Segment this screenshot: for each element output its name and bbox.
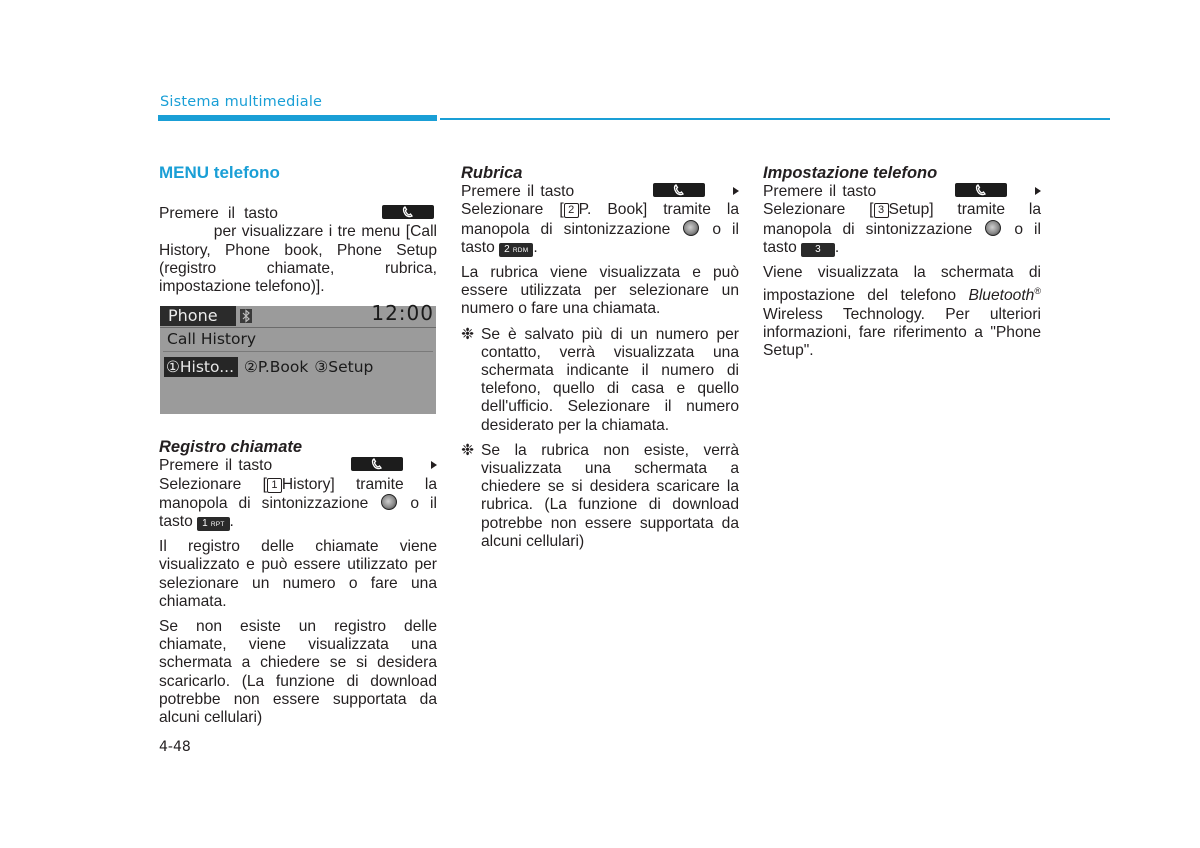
phonebook-note-1: ❉ Se è salvato più di un numero per contatto, verrà visualizzata una schermata indicante il numero di telefono, quello di casa e quello dell'ufficio. Selezionare il numero desiderato per la chiamata.	[461, 325, 739, 434]
setup-step: Premere il tasto Selezionare [ 3 Setup] tramite la manopola di sintonizzazione o il tasto 3 .	[763, 183, 1041, 256]
bluetooth-brand: Bluetooth	[968, 287, 1035, 305]
history-paragraph-2: Se non esiste un registro delle chiamate, viene visualizzata una schermata a chiedere se si desidera scaricarlo. (La funzione di download potrebbe non essere supportata da alcuni cellulari)	[159, 618, 437, 727]
setup-subtitle: Impostazione telefono	[763, 164, 938, 182]
screen-menu-setup: ③Setup	[314, 358, 374, 377]
column-1	[159, 160, 437, 734]
arrow-right-icon	[1035, 187, 1041, 195]
history-paragraph-1: Il registro delle chiamate viene visualizzato e può essere utilizzato per selezionare un numero o fare una chiamata.	[159, 538, 437, 610]
phonebook-paragraph-1: La rubrica viene visualizzata e può essere utilizzata per selezionare un numero o fare una chiamata.	[461, 264, 739, 318]
header-rule-thick	[158, 115, 437, 121]
phone-menu-screen	[160, 301, 436, 414]
column-3	[763, 160, 1041, 367]
screen-time: 12:00	[371, 301, 434, 326]
tune-knob-icon	[985, 220, 1001, 236]
screen-menu-history: ①Histo...	[164, 357, 238, 377]
phonebook-subtitle: Rubrica	[461, 164, 523, 182]
phone-button-icon	[351, 457, 403, 471]
bluetooth-icon	[239, 309, 253, 323]
column-2	[461, 160, 739, 558]
history-step: Premere il tasto Selezionare [ 1 History] tramite la manopola di sintonizzazione o il tasto 1 RPT .	[159, 457, 437, 531]
section-title: Sistema multimediale	[160, 94, 323, 110]
note-asterisk-icon: ❉	[461, 441, 475, 459]
screen-menu-pbook: ②P.Book	[244, 358, 309, 377]
phonebook-step: Premere il tasto Selezionare [ 2 P. Book] tramite la manopola di sintonizzazione o il tasto 2 RDM .	[461, 183, 739, 256]
phone-button-icon	[653, 183, 705, 197]
screen-divider	[160, 327, 436, 328]
circled-number-icon: 3	[874, 203, 889, 218]
registered-mark: ®	[1034, 286, 1041, 297]
screen-menu	[164, 358, 373, 376]
phone-button-icon	[955, 183, 1007, 197]
circled-number-icon: 1	[267, 478, 282, 493]
preset-2-button-icon: 2 RDM	[499, 243, 533, 257]
tune-knob-icon	[683, 220, 699, 236]
setup-paragraph-1: Viene visualizzata la schermata di impostazione del telefono Bluetooth® Wireless Technology. Per ulteriori informazioni, fare riferimento a "Phone Setup".	[763, 264, 1041, 360]
screen-divider-2	[163, 351, 433, 352]
screen-app-label: Phone	[160, 306, 236, 326]
preset-1-button-icon: 1 RPT	[197, 517, 229, 531]
intro-paragraph: Premere il tasto per visualizzare i tre menu [Call History, Phone book, Phone Setup (registro chiamate, rubrica, impostazione telefono)].	[159, 205, 438, 296]
phonebook-note-2: ❉ Se la rubrica non esiste, verrà visualizzata una schermata a chiedere se si desidera scaricare la rubrica. (La funzione di download potrebbe non essere supportata da alcuni cellulari)	[461, 441, 739, 550]
screen-title: Call History	[167, 330, 257, 349]
arrow-right-icon	[431, 461, 437, 469]
note-asterisk-icon: ❉	[461, 325, 475, 343]
tune-knob-icon	[381, 494, 397, 510]
phone-button-icon	[382, 205, 434, 219]
history-subtitle: Registro chiamate	[159, 438, 303, 457]
circled-number-icon: 2	[564, 203, 579, 218]
header-rule-thin	[440, 118, 1110, 120]
preset-3-button-icon: 3	[801, 243, 835, 257]
arrow-right-icon	[733, 187, 739, 195]
page-number: 4-48	[159, 739, 191, 755]
menu-title: MENU telefono	[159, 163, 280, 182]
